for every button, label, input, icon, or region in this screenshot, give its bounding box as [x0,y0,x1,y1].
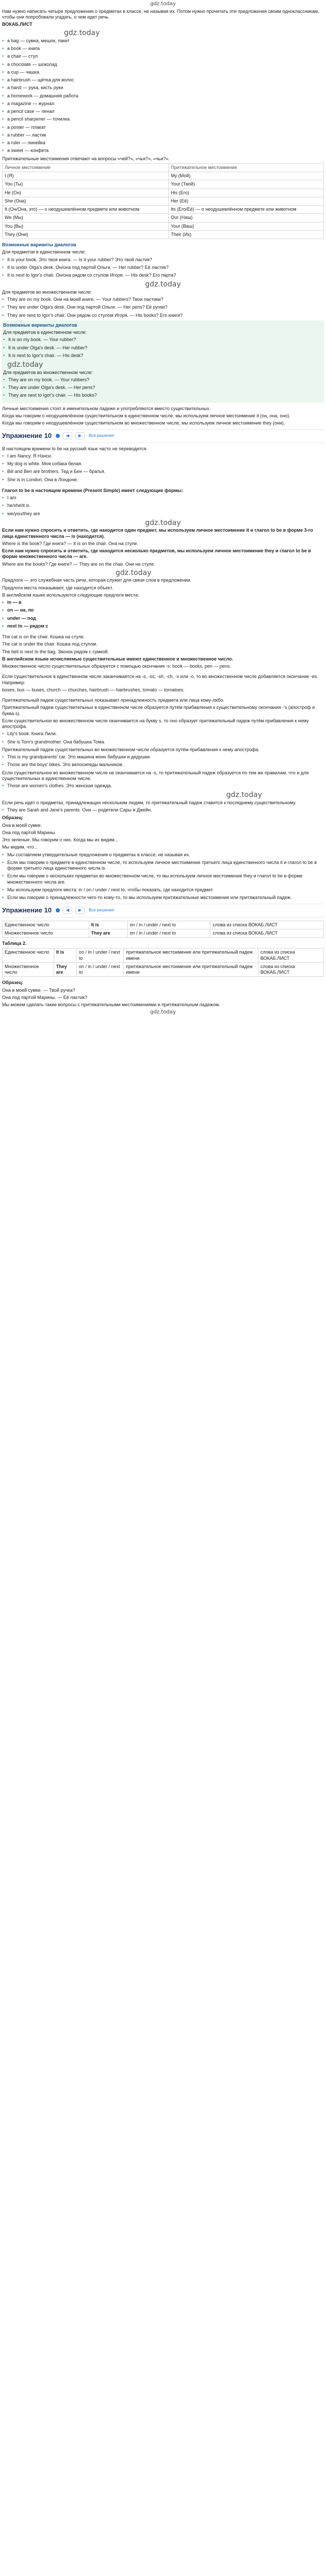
dialog-item: • They are under Olga's desk. — Her pens? [3,385,323,391]
dialog-list [2,257,324,279]
list-item: • Those are the boys' bikes. Это велосипеды мальчиков. [2,762,324,768]
table-cell: They are [54,962,76,977]
vocab-item: • a bag — сумка, мешок, пакет [2,38,324,44]
sample-line: Она под партой Марины. [2,829,56,835]
watermark: gdz.today [145,518,181,527]
table-cell: We (Мы) [3,214,169,222]
dialog-item: • They are on my book. Они на моей книге. — Your rubbers? Твои ластики? [2,297,324,302]
dialog-list [3,377,323,399]
rule-text: В английском языке исчисляемые существительные имеют единственное и множественное число. [2,656,233,662]
grammar-table-1 [2,921,324,938]
sample-title: Образец: [2,815,24,821]
subheading: Для предметов в единственном числе: [3,330,87,335]
table-cell: притяжательное местоимение или притяжательный падеж имени [124,962,258,977]
vocab-item: • a cup — чашка [2,70,324,75]
table-cell: Your (Ваш) [169,222,324,230]
list-item: • She is Tom's grandmother. Она бабушка Тома. [2,739,324,745]
exercise-title: Упражнение 10 [2,432,52,440]
dialog-item: • They are under Olga's desk. Они под партой Ольги. — Her pens? Её ручки? [2,304,324,310]
list-item: • Мы используем предлоги места: in / on / under / next to, чтобы показать, где находится предмет. [2,887,324,893]
rule-text: Притяжательный падеж существительных в единственном числе образуется путём прибавления к существительному окончания -'s (апостроф и буква s). [2,705,315,716]
example-text: Where are the books? Где книги? — They are on the chair. Они на стуле. [2,561,155,567]
table-cell: Единственное число [3,921,89,929]
sample-line: Это зеленые. Мы говорим о них. Когда мы их видим... [2,837,119,842]
rule-text: Личные местоимения стоят в именительном падеже и употребляются вместо существительных. [2,405,211,411]
table-cell: on / in / under / next to [127,929,210,937]
dialog-item: • It is next to Igor's chair. Он/она рядом со стулом Игоря. — His desk? Его парта? [2,273,324,278]
rule-text: Если существительное в единственном числе заканчивается на -s, -ss, -sh, -ch, -x или -o, то во множественном числе добавляется окончание -es. Например: [2,674,318,685]
table-cell: You (Ты) [3,180,169,189]
list-item: • This is my grandparents' car. Это машина моих бабушки и дедушки. [2,754,324,760]
table-cell: слова из списка ВОКАБ.ЛИСТ [210,921,324,929]
list-item: • Если мы говорим о принадлежности чего-то кому-то, то мы используем притяжательные местоимения или притяжательный падеж. [2,895,324,901]
vocab-item: • a hairbrush — щётка для волос [2,77,324,83]
table-cell: Множественное число [3,962,54,977]
table-cell: You (Вы) [3,222,169,230]
table-cell: Their (Их) [169,230,324,239]
vocab-item: • a chair — стул [2,54,324,59]
example-text: Where is the book? Где книга? — It is on the chair. Она на стуле. [2,540,138,546]
rule-text: Притяжательный падеж существительных во множественном числе образуется путём прибавления к нему апострофа. [2,747,260,752]
vocab-item: • a pencil sharpener — точилка [2,116,324,122]
vocab-item: • a chocolate — шоколад [2,62,324,67]
list-item: • Если мы говорим о нескольких предметах во множественном числе, то мы используем личное местоимение they и глагол to be в форме множественного числа are. [2,873,324,885]
dialog-item: • They are on my book. — Your rubbers? [3,377,323,383]
table-cell: on / in / under / next to [76,962,123,977]
table-cell: Its (Его/Её) — о неодушевлённом предмете или животном [169,206,324,214]
rule-text: Притяжательный падеж существительных показывает принадлежность предмета или лица кому-либо. [2,698,224,703]
watermark: gdz.today [226,791,262,800]
vocab-item: • a homework — домашняя работа [2,93,324,99]
list-item: • on — на, по [2,607,324,613]
rule-text: Мы можем сделать такие вопросы с притяжательными местоимениями и притяжательным падежом. [2,1002,220,1007]
list-item: • we/you/they are [2,511,324,517]
ex10-list [2,453,324,483]
dialog-list [3,337,323,359]
list-item: • She is in London. Она в Лондоне. [2,477,324,483]
example-text: The bell is next to the bag. Звонок рядом с сумкой. [2,649,109,654]
rule-text: Если существительное во множественном числе не оканчивается на -s, то притяжательный падеж образуется по тем же правилам, что и для существительных в единственном числе. [2,770,309,781]
all-answers-link[interactable]: Все решения [89,908,115,913]
rule-text: В английском языке используются следующие предлоги места: [2,592,139,598]
dialog-list [2,297,324,318]
table-cell: Your (Твой) [169,180,324,189]
table-cell: It is [54,948,76,963]
grammar-table-2 [2,948,324,977]
table-cell: They are [89,929,127,937]
next-arrow-icon[interactable]: ▶ [75,907,85,914]
rule-text: Если нам нужно спросить и ответить, где находится несколько предметов, мы используем личное местоимение they и глагол to be в форме множественного числа — are. [2,548,311,560]
watermark: gdz.today [116,568,152,577]
rule-text: Когда мы говорим о неодушевлённом существительном во множественном числе, мы используем личное местоимение they (они). [2,420,285,426]
vocab-item: • a pencil case — пенал [2,109,324,114]
vocab-item: • a sweet — конфета [2,148,324,154]
table-cell: Единственное число [3,948,54,963]
table-cell: It (Он/Она, это) — о неодушевлённом предмете или животном [3,206,169,214]
section-heading: Возможные варианты диалогов [3,322,77,328]
sample-line: Мы видим, что... [2,844,38,850]
watermark: gdz.today [145,280,181,289]
prep-list [2,600,324,629]
table-cell: Her (Её) [169,197,324,205]
table-cell: He (Он) [3,189,169,197]
list-item: • next to — рядом с [2,623,324,629]
table-cell: I (Я) [3,172,169,180]
sample-line: Она в моей сумке. [2,822,42,828]
prev-arrow-icon[interactable]: ◀ [63,907,72,914]
rule-text: Если существительное во множественном числе оканчивается на букву s, то оно образует притяжательный падеж путём прибавления к нему апострофа. [2,718,309,729]
dialog-item: • It is under Olga's desk. — Her rubber? [3,345,323,351]
table-cell: She (Она) [3,197,169,205]
vocab-list [2,38,324,154]
list-item: • They are Sarah and Jane's parents. Они — родители Сары и Джейн. [2,807,324,813]
dialog-item: • It is your book. Это твоя книга. — Is it your rubber? Это твой ластик? [2,257,324,263]
list-item: • under — под [2,616,324,621]
tobe-title: Глагол to be в настоящем времени (Present Simple) имеет следующие формы: [2,487,183,493]
exercise-bar [2,904,324,917]
vocab-item: • a magazine — журнал [2,101,324,107]
example-list [2,783,324,789]
subheading: Для предметов во множественном числе: [3,369,93,375]
watermark: gdz.today [64,29,100,38]
rule-text: Предлоги места показывают, где находится объект. [2,585,113,590]
example-list [2,754,324,768]
vocab-item: • a book — книга [2,46,324,52]
watermark-top: gdz.today [150,1,176,7]
exercise-title: Упражнение 10 [2,906,52,914]
nav-dot-icon[interactable] [56,434,60,438]
sample-line: Она в моей сумке. — Твой ручка? [2,987,75,993]
nav-dot-icon[interactable] [56,908,60,912]
dialog-item: • It is next to Igor's chair. — His desk? [3,353,323,359]
pronoun-col-header: Личное местоимение [3,163,169,172]
table-cell: притяжательное местоимение или притяжательный падеж имени [124,948,258,963]
prev-arrow-icon[interactable]: ◀ [63,432,72,439]
dialog-item: • They are next to Igor's chair. — His books? [3,393,323,398]
table-cell: Our (Наш) [169,214,324,222]
list-item: • he/she/it is [2,503,324,509]
pronoun-table [2,163,324,239]
example-text: The cat is on the chair. Кошка на стуле. [2,634,85,639]
footer-watermark: gdz.today [150,1009,176,1015]
list-item: • Bill and Ben are brothers. Тед и Бен — братья. [2,469,324,474]
list-item: • I am Nancy. Я Нэнси. [2,453,324,459]
intro-text: Нам нужно написать четыре предложения о предметах в классе, не называя их. Потом нужно прочитать эти предложения своим одноклассникам, чтобы они попробовали угадать, о чем идет речь. [2,8,319,20]
rule-text: Если нам нужно спросить и ответить, где находится один предмет, мы используем личное местоимение it и глагол to be в форме 3-го лица единственного числа — is (находится). [2,528,313,539]
example-list [2,731,324,745]
pronoun-col-header: Притяжательное местоимение [169,163,324,172]
sample-title: Образец: [2,980,24,986]
list-item: • in — в [2,600,324,605]
table-cell: слова из списка ВОКАБ.ЛИСТ [258,948,323,963]
vocab-item: • a poster — плакат [2,125,324,130]
example-list [2,807,324,813]
rule-text: Предлоги — это служебная часть речи, которая служит для связи слов в предложении. [2,578,191,583]
example-text: The cat is under the chair. Кошка под стулом. [2,641,97,647]
list-item: • Если мы говорим о предмете в единственном числе, то используем личное местоимение третьего лица единственного числа it и глагол to be в форме третьего лица единственного числа is. [2,860,324,872]
tobe-list [2,495,324,517]
rule-text: Множественное число существительных образуется с помощью окончания -s: book — books, pen — pens. [2,664,231,669]
table-cell: My (Мой) [169,172,324,180]
rule-summary [2,852,324,901]
ex10-intro: В настоящем времени to be на русский язык часто не переводится. [2,446,148,451]
list-item: • Мы составляем утвердительные предложения о предметах в классе, не называя их. [2,852,324,858]
intro [2,9,324,28]
table-title: Таблица 2. [2,941,27,946]
sample-line: Она под партой Марины. — Её ластик? [2,994,88,1000]
dialog-item: • They are next to Igor's chair. Они рядом со стулом Игоря. — His books? Его книги? [2,313,324,318]
list-item: • My dog is white. Моя собака белая. [2,461,324,467]
table-cell: слова из списка ВОКАБ.ЛИСТ [210,929,324,937]
table-cell: Множественное число [3,929,89,937]
table-cell: It is [89,921,127,929]
answer-block [2,320,324,403]
list-item: • I am [2,495,324,501]
section-heading: Возможные варианты диалогов [2,242,76,247]
rule-text: Когда мы говорим о неодушевлённом существительном в единственном числе, мы используем личное местоимение it (он, она, оно). [2,413,290,418]
vocab-list-title: ВОКАБ.ЛИСТ [2,22,32,27]
vocab-item: • a hand — рука, кисть руки [2,85,324,91]
vocab-item: • a ruler — линейка [2,140,324,146]
table-cell: His (Его) [169,189,324,197]
table-cell: on / in / under / next to [76,948,123,963]
dialog-item: • It is under Olga's desk. Он/она под партой Ольги. — Her rubber? Её ластик? [2,265,324,270]
exercise-bar [2,429,324,443]
subheading: Для предметов во множественном числе: [2,289,92,295]
all-answers-link[interactable]: Все решения [89,433,115,438]
table-cell: слова из списка ВОКАБ.ЛИСТ [258,962,323,977]
table-cell: on / in / under / next to [127,921,210,929]
list-item: • Lily's book. Книга Лили. [2,731,324,737]
rule-text: Если речь идёт о предметах, принадлежащих нескольким людям, то притяжательный падеж ставится к последнему существительному. [2,800,297,805]
next-arrow-icon[interactable]: ▶ [75,432,85,439]
list-item: • Those are women's clothes. Это женская одежда. [2,783,324,789]
subheading: Для предметов в единственном числе: [2,249,86,255]
vocab-item: • a rubber — ластик [2,132,324,138]
dialog-item: • It is on my book. — Your rubber? [3,337,323,343]
possessive-intro: Притяжательные местоимения отвечают на вопросы «чей?», «чья?», «чьи?». [2,156,170,161]
table-cell: They (Они) [3,230,169,239]
watermark: gdz.today [7,361,43,369]
example-text: boxes, bus — buses, church — churches, hairbrush — hairbrushes, tomato — tomatoes. [2,687,185,692]
